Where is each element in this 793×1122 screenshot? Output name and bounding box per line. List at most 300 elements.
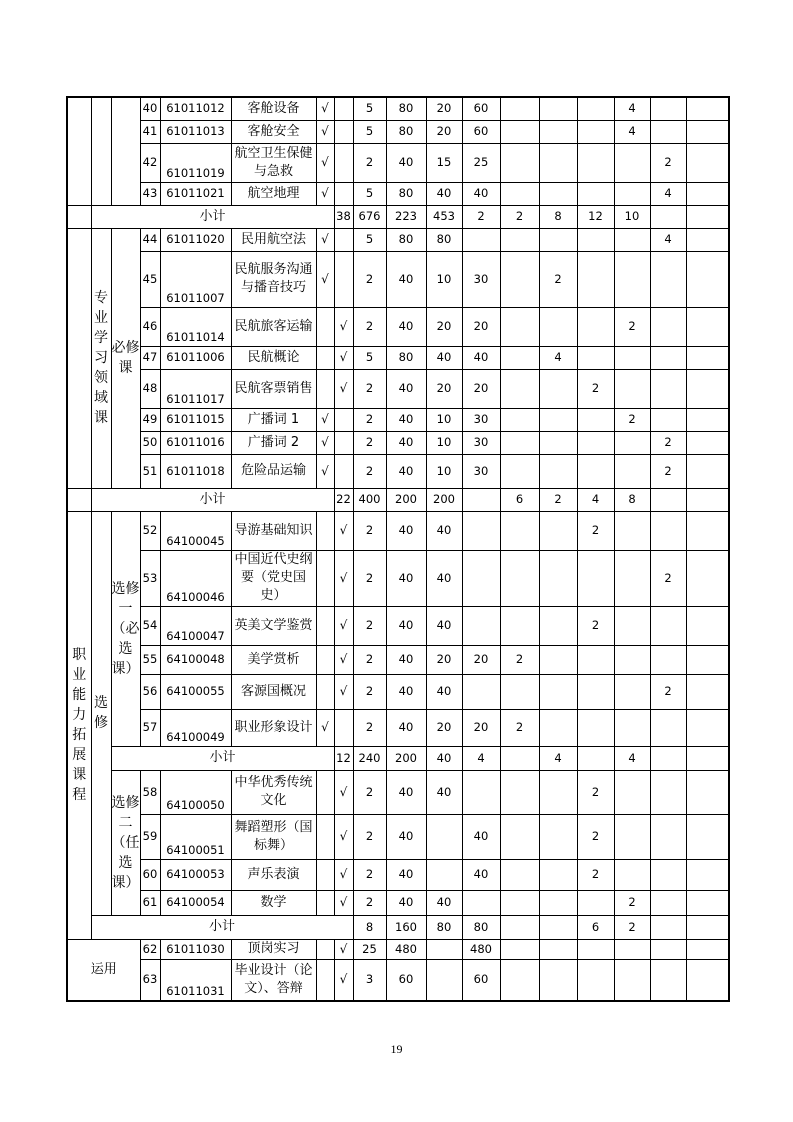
semester-hours-cell <box>686 890 729 915</box>
semester-hours-cell: 2 <box>539 251 577 307</box>
semester-hours-cell <box>614 709 650 746</box>
total-hours-cell: 40 <box>386 770 426 814</box>
semester-hours-cell <box>650 606 686 645</box>
semester-hours-cell: 2 <box>650 674 686 709</box>
semester-hours-cell <box>539 674 577 709</box>
table-row <box>67 120 729 143</box>
theory-hours-cell <box>426 939 462 959</box>
course-number-cell: 44 <box>140 228 160 251</box>
subtotal-label: 小计 <box>111 746 334 770</box>
table-row <box>67 511 729 550</box>
required-mark-cell <box>316 674 334 709</box>
course-code-cell: 61011021 <box>160 182 231 205</box>
theory-hours-cell: 200 <box>386 488 426 511</box>
semester-hours-cell <box>500 346 539 369</box>
total-hours-cell: 40 <box>386 550 426 606</box>
semester-hours-cell <box>686 182 729 205</box>
total-hours-cell: 160 <box>386 915 426 939</box>
credits-cell: 2 <box>353 454 386 488</box>
semester-hours-cell <box>650 859 686 890</box>
semester-hours-cell <box>614 251 650 307</box>
practice-hours-cell: 30 <box>462 454 500 488</box>
course-number-cell: 40 <box>140 97 160 120</box>
semester-hours-cell <box>577 959 614 1001</box>
semester-hours-cell <box>614 550 650 606</box>
practice-hours-cell: 20 <box>462 645 500 674</box>
semester-hours-cell <box>539 228 577 251</box>
semester-hours-cell <box>539 120 577 143</box>
theory-hours-cell: 20 <box>426 120 462 143</box>
semester-hours-cell: 2 <box>650 143 686 182</box>
semester-hours-cell <box>539 454 577 488</box>
semester-hours-cell <box>686 915 729 939</box>
semester-hours-cell <box>577 431 614 454</box>
total-hours-cell: 40 <box>386 369 426 408</box>
practice-hours-cell: 20 <box>462 709 500 746</box>
exam-mark-cell <box>334 182 353 205</box>
semester-hours-cell <box>500 770 539 814</box>
course-code-cell: 64100045 <box>160 511 231 550</box>
semester-hours-cell <box>539 369 577 408</box>
total-hours-cell: 400 <box>353 488 386 511</box>
table-row <box>67 890 729 915</box>
blank-cell <box>67 97 91 205</box>
semester-hours-cell <box>500 915 539 939</box>
practice-hours-cell: 20 <box>462 307 500 346</box>
course-number-cell: 41 <box>140 120 160 143</box>
total-hours-cell: 80 <box>386 228 426 251</box>
semester-hours-cell <box>686 251 729 307</box>
practice-hours-cell <box>462 511 500 550</box>
table-row <box>67 606 729 645</box>
total-hours-cell: 80 <box>386 97 426 120</box>
required-mark-cell: √ <box>316 182 334 205</box>
semester-hours-cell: 4 <box>462 746 500 770</box>
course-code-cell: 61011006 <box>160 346 231 369</box>
required-mark-cell <box>316 770 334 814</box>
semester-hours-cell <box>650 488 686 511</box>
semester-hours-cell: 12 <box>577 205 614 228</box>
semester-hours-cell <box>539 915 577 939</box>
semester-hours-cell <box>686 346 729 369</box>
theory-hours-cell: 40 <box>426 606 462 645</box>
semester-hours-cell <box>577 143 614 182</box>
semester-hours-cell <box>577 120 614 143</box>
semester-hours-cell <box>539 959 577 1001</box>
semester-hours-cell <box>577 97 614 120</box>
course-code-cell: 64100050 <box>160 770 231 814</box>
credits-cell: 2 <box>353 251 386 307</box>
course-code-cell: 64100047 <box>160 606 231 645</box>
theory-hours-cell: 40 <box>426 346 462 369</box>
semester-hours-cell <box>500 939 539 959</box>
semester-hours-cell <box>686 709 729 746</box>
semester-hours-cell <box>614 143 650 182</box>
semester-hours-cell <box>539 770 577 814</box>
total-hours-cell: 240 <box>353 746 386 770</box>
semester-hours-cell: 2 <box>577 859 614 890</box>
exam-mark-cell: √ <box>334 674 353 709</box>
course-number-cell: 63 <box>140 959 160 1001</box>
course-code-cell: 61011015 <box>160 408 231 431</box>
course-number-cell: 56 <box>140 674 160 709</box>
blank-cell <box>67 228 91 488</box>
table-row <box>67 251 729 307</box>
exam-mark-cell <box>334 120 353 143</box>
practice-hours-cell <box>462 228 500 251</box>
semester-hours-cell: 2 <box>650 454 686 488</box>
semester-hours-cell <box>500 606 539 645</box>
credits-cell: 2 <box>353 890 386 915</box>
credits-cell: 2 <box>353 307 386 346</box>
course-name-cell: 英美文学鉴赏 <box>231 606 316 645</box>
semester-hours-cell <box>500 408 539 431</box>
credits-cell: 2 <box>353 674 386 709</box>
exam-mark-cell <box>334 431 353 454</box>
semester-hours-cell <box>614 674 650 709</box>
required-mark-cell <box>316 307 334 346</box>
table-row <box>67 674 729 709</box>
group-career-extension: 职业能力拓展课程 <box>67 511 91 939</box>
semester-hours-cell: 6 <box>577 915 614 939</box>
practice-hours-cell: 200 <box>426 488 462 511</box>
total-hours-cell: 80 <box>386 120 426 143</box>
exam-mark-cell <box>334 408 353 431</box>
semester-hours-cell <box>500 143 539 182</box>
course-name-cell: 职业形象设计 <box>231 709 316 746</box>
semester-hours-cell <box>539 408 577 431</box>
theory-hours-cell: 80 <box>426 228 462 251</box>
exam-mark-cell: √ <box>334 859 353 890</box>
semester-hours-cell <box>500 674 539 709</box>
course-code-cell: 64100046 <box>160 550 231 606</box>
semester-hours-cell: 4 <box>614 120 650 143</box>
theory-hours-cell: 223 <box>386 205 426 228</box>
semester-hours-cell <box>500 120 539 143</box>
semester-hours-cell: 2 <box>650 431 686 454</box>
semester-hours-cell <box>500 369 539 408</box>
credits-cell: 5 <box>353 97 386 120</box>
exam-mark-cell: √ <box>334 369 353 408</box>
course-name-cell: 民航概论 <box>231 346 316 369</box>
semester-hours-cell: 4 <box>614 746 650 770</box>
semester-hours-cell <box>686 674 729 709</box>
credits-cell: 5 <box>353 182 386 205</box>
course-name-cell: 民航客票销售 <box>231 369 316 408</box>
table-row <box>67 97 729 120</box>
course-code-cell: 61011019 <box>160 143 231 182</box>
table-row <box>67 645 729 674</box>
group-required-courses: 必修课 <box>111 228 140 488</box>
total-hours-cell: 80 <box>386 346 426 369</box>
required-mark-cell: √ <box>316 709 334 746</box>
semester-hours-cell <box>686 859 729 890</box>
theory-hours-cell: 80 <box>426 915 462 939</box>
credits-cell: 38 <box>334 205 353 228</box>
semester-hours-cell <box>650 369 686 408</box>
semester-hours-cell <box>614 770 650 814</box>
credits-cell: 2 <box>353 606 386 645</box>
practice-hours-cell: 20 <box>462 369 500 408</box>
credits-cell: 5 <box>353 346 386 369</box>
theory-hours-cell <box>426 859 462 890</box>
semester-hours-cell <box>686 228 729 251</box>
course-code-cell: 61011031 <box>160 959 231 1001</box>
credits-cell: 5 <box>353 228 386 251</box>
required-mark-cell: √ <box>316 251 334 307</box>
semester-hours-cell <box>500 859 539 890</box>
course-code-cell: 61011020 <box>160 228 231 251</box>
semester-hours-cell <box>614 814 650 859</box>
subtotal-label: 小计 <box>91 915 353 939</box>
semester-hours-cell <box>577 645 614 674</box>
total-hours-cell: 40 <box>386 511 426 550</box>
semester-hours-cell: 10 <box>614 205 650 228</box>
semester-hours-cell <box>577 550 614 606</box>
practice-hours-cell: 30 <box>462 408 500 431</box>
semester-hours-cell <box>686 120 729 143</box>
semester-hours-cell <box>500 746 539 770</box>
semester-hours-cell <box>614 511 650 550</box>
semester-hours-cell <box>650 709 686 746</box>
semester-hours-cell: 2 <box>577 369 614 408</box>
semester-hours-cell <box>686 550 729 606</box>
semester-hours-cell <box>614 228 650 251</box>
semester-hours-cell <box>500 307 539 346</box>
practice-hours-cell: 30 <box>462 431 500 454</box>
practice-hours-cell: 40 <box>462 859 500 890</box>
table-row <box>67 182 729 205</box>
semester-hours-cell <box>650 408 686 431</box>
total-hours-cell: 40 <box>386 307 426 346</box>
course-name-cell: 客舱安全 <box>231 120 316 143</box>
subtotal-row <box>67 746 729 770</box>
course-name-cell: 民航服务沟通与播音技巧 <box>231 251 316 307</box>
total-hours-cell: 676 <box>353 205 386 228</box>
group-elective-2: 选修二（任选课） <box>111 770 140 915</box>
semester-hours-cell <box>650 346 686 369</box>
semester-hours-cell <box>650 939 686 959</box>
exam-mark-cell <box>334 97 353 120</box>
exam-mark-cell: √ <box>334 550 353 606</box>
exam-mark-cell <box>334 143 353 182</box>
semester-hours-cell <box>650 205 686 228</box>
required-mark-cell <box>316 606 334 645</box>
semester-hours-cell <box>500 550 539 606</box>
total-hours-cell: 60 <box>386 959 426 1001</box>
semester-hours-cell <box>650 814 686 859</box>
semester-hours-cell <box>650 511 686 550</box>
required-mark-cell <box>316 346 334 369</box>
blank-cell <box>91 97 111 205</box>
semester-hours-cell: 4 <box>577 488 614 511</box>
table-row <box>67 939 729 959</box>
course-name-cell: 广播词 2 <box>231 431 316 454</box>
course-number-cell: 53 <box>140 550 160 606</box>
exam-mark-cell: √ <box>334 606 353 645</box>
semester-hours-cell <box>500 454 539 488</box>
table-row <box>67 143 729 182</box>
table-row <box>67 408 729 431</box>
credits-cell: 5 <box>353 120 386 143</box>
course-number-cell: 58 <box>140 770 160 814</box>
semester-hours-cell: 4 <box>539 746 577 770</box>
group-elective-1: 选修一（必选课） <box>111 511 140 746</box>
exam-mark-cell <box>334 454 353 488</box>
semester-hours-cell: 2 <box>614 408 650 431</box>
group-electives: 选修 <box>91 511 111 915</box>
semester-hours-cell <box>650 770 686 814</box>
course-code-cell: 61011014 <box>160 307 231 346</box>
course-code-cell: 64100051 <box>160 814 231 859</box>
semester-hours-cell: 8 <box>539 205 577 228</box>
course-number-cell: 57 <box>140 709 160 746</box>
credits-cell: 12 <box>334 746 353 770</box>
credits-cell: 8 <box>353 915 386 939</box>
semester-hours-cell <box>500 251 539 307</box>
exam-mark-cell <box>334 228 353 251</box>
practice-hours-cell: 453 <box>426 205 462 228</box>
theory-hours-cell: 40 <box>426 890 462 915</box>
exam-mark-cell: √ <box>334 511 353 550</box>
exam-mark-cell: √ <box>334 939 353 959</box>
required-mark-cell <box>316 890 334 915</box>
course-number-cell: 61 <box>140 890 160 915</box>
semester-hours-cell <box>539 182 577 205</box>
semester-hours-cell <box>686 770 729 814</box>
table-row <box>67 814 729 859</box>
semester-hours-cell <box>650 251 686 307</box>
exam-mark-cell: √ <box>334 307 353 346</box>
theory-hours-cell: 40 <box>426 674 462 709</box>
semester-hours-cell <box>539 307 577 346</box>
semester-hours-cell <box>686 97 729 120</box>
semester-hours-cell: 4 <box>650 228 686 251</box>
course-name-cell: 导游基础知识 <box>231 511 316 550</box>
theory-hours-cell: 20 <box>426 307 462 346</box>
semester-hours-cell <box>577 408 614 431</box>
course-code-cell: 61011030 <box>160 939 231 959</box>
course-number-cell: 50 <box>140 431 160 454</box>
semester-hours-cell: 2 <box>614 915 650 939</box>
required-mark-cell: √ <box>316 431 334 454</box>
total-hours-cell: 40 <box>386 709 426 746</box>
course-number-cell: 43 <box>140 182 160 205</box>
semester-hours-cell <box>686 511 729 550</box>
required-mark-cell <box>316 645 334 674</box>
credits-cell: 2 <box>353 859 386 890</box>
semester-hours-cell <box>539 814 577 859</box>
course-number-cell: 54 <box>140 606 160 645</box>
table-row <box>67 307 729 346</box>
table-row <box>67 959 729 1001</box>
semester-hours-cell <box>650 307 686 346</box>
theory-hours-cell: 10 <box>426 431 462 454</box>
course-name-cell: 客源国概况 <box>231 674 316 709</box>
exam-mark-cell: √ <box>334 645 353 674</box>
course-number-cell: 62 <box>140 939 160 959</box>
exam-mark-cell: √ <box>334 814 353 859</box>
semester-hours-cell <box>650 959 686 1001</box>
table-row <box>67 346 729 369</box>
semester-hours-cell: 2 <box>539 488 577 511</box>
course-name-cell: 广播词 1 <box>231 408 316 431</box>
course-number-cell: 45 <box>140 251 160 307</box>
table-row <box>67 369 729 408</box>
course-name-cell: 毕业设计（论文）、答辩 <box>231 959 316 1001</box>
semester-hours-cell <box>614 454 650 488</box>
course-code-cell: 61011007 <box>160 251 231 307</box>
course-code-cell: 61011017 <box>160 369 231 408</box>
required-mark-cell: √ <box>316 97 334 120</box>
semester-hours-cell <box>539 550 577 606</box>
semester-hours-cell <box>577 307 614 346</box>
practice-hours-cell <box>462 674 500 709</box>
course-name-cell: 中华优秀传统文化 <box>231 770 316 814</box>
course-code-cell: 61011018 <box>160 454 231 488</box>
semester-hours-cell <box>462 488 500 511</box>
course-number-cell: 52 <box>140 511 160 550</box>
course-name-cell: 航空地理 <box>231 182 316 205</box>
required-mark-cell <box>316 511 334 550</box>
semester-hours-cell <box>614 939 650 959</box>
semester-hours-cell: 6 <box>500 488 539 511</box>
subtotal-row <box>67 915 729 939</box>
table-row <box>67 859 729 890</box>
credits-cell: 2 <box>353 369 386 408</box>
practice-hours-cell: 480 <box>462 939 500 959</box>
total-hours-cell: 40 <box>386 674 426 709</box>
total-hours-cell: 40 <box>386 251 426 307</box>
semester-hours-cell <box>686 814 729 859</box>
course-number-cell: 51 <box>140 454 160 488</box>
semester-hours-cell <box>500 890 539 915</box>
semester-hours-cell <box>686 454 729 488</box>
total-hours-cell: 40 <box>386 143 426 182</box>
semester-hours-cell <box>650 915 686 939</box>
exam-mark-cell: √ <box>334 346 353 369</box>
semester-hours-cell <box>539 939 577 959</box>
semester-hours-cell <box>539 97 577 120</box>
required-mark-cell: √ <box>316 143 334 182</box>
course-number-cell: 46 <box>140 307 160 346</box>
semester-hours-cell <box>577 251 614 307</box>
semester-hours-cell <box>650 120 686 143</box>
credits-cell: 2 <box>353 408 386 431</box>
semester-hours-cell <box>577 746 614 770</box>
credits-cell: 2 <box>353 511 386 550</box>
course-number-cell: 60 <box>140 859 160 890</box>
practice-hours-cell: 25 <box>462 143 500 182</box>
credits-cell: 2 <box>353 143 386 182</box>
semester-hours-cell: 2 <box>500 709 539 746</box>
table-row <box>67 550 729 606</box>
semester-hours-cell <box>650 97 686 120</box>
course-code-cell: 64100054 <box>160 890 231 915</box>
semester-hours-cell: 2 <box>577 511 614 550</box>
theory-hours-cell: 20 <box>426 369 462 408</box>
semester-hours-cell <box>650 746 686 770</box>
exam-mark-cell: √ <box>334 890 353 915</box>
credits-cell: 2 <box>353 709 386 746</box>
semester-hours-cell: 4 <box>539 346 577 369</box>
required-mark-cell: √ <box>316 408 334 431</box>
semester-hours-cell <box>539 709 577 746</box>
course-table-body <box>67 97 729 1001</box>
course-code-cell: 61011013 <box>160 120 231 143</box>
course-name-cell: 民用航空法 <box>231 228 316 251</box>
semester-hours-cell <box>577 346 614 369</box>
